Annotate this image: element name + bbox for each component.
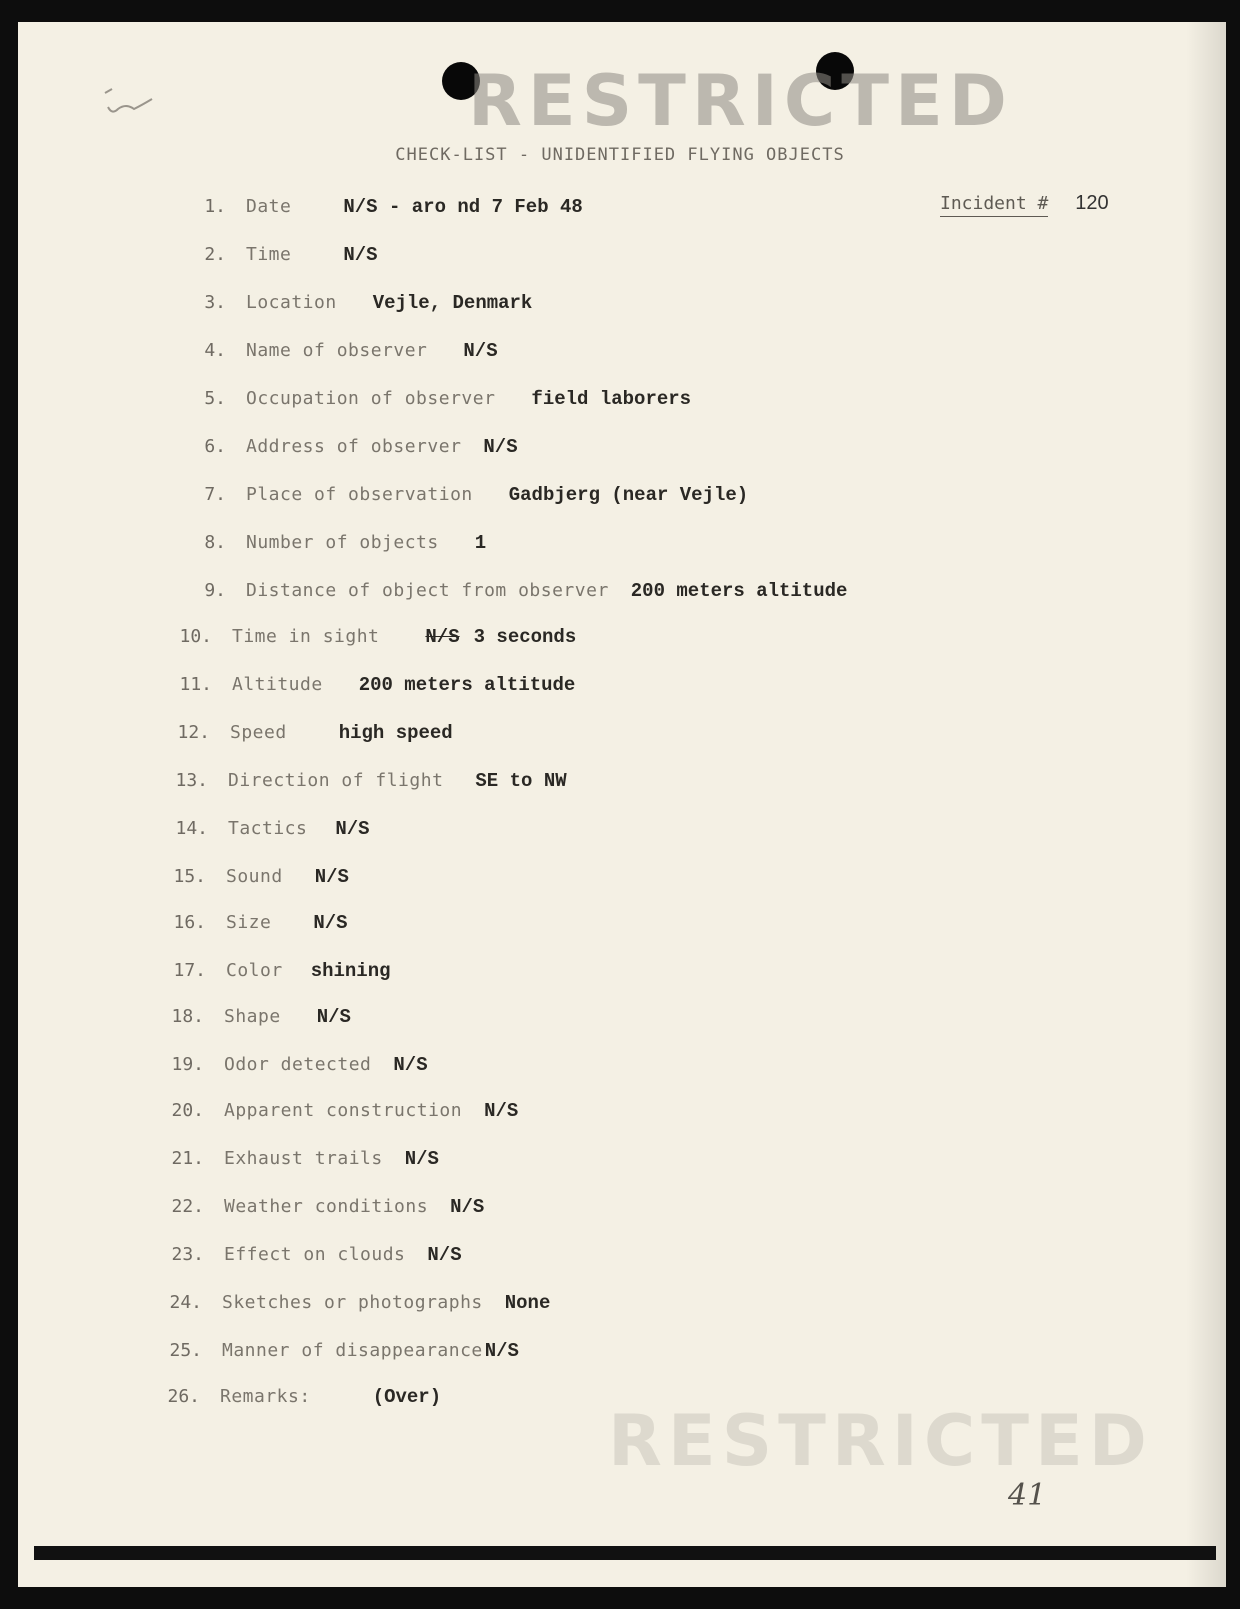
- checklist-item: [178, 484, 748, 506]
- checklist-item: [152, 1386, 441, 1408]
- restricted-stamp-top: RESTRICTED: [468, 60, 1013, 142]
- scan-border: [34, 1546, 1216, 1560]
- item-number: 17.: [173, 960, 206, 981]
- item-number: 19.: [171, 1054, 204, 1075]
- item-number: 8.: [204, 532, 226, 553]
- checklist-item: [178, 196, 583, 218]
- checklist-item: [164, 626, 576, 648]
- item-value: field laborers: [531, 388, 692, 410]
- page-edge-shadow: [1186, 22, 1226, 1587]
- item-label: Speed: [230, 722, 287, 743]
- item-number: 3.: [204, 292, 226, 313]
- item-value: N/S: [404, 1148, 439, 1170]
- checklist-item: [156, 1148, 439, 1170]
- item-number: 23.: [171, 1244, 204, 1265]
- checklist-item: [162, 722, 453, 744]
- item-number: 9.: [204, 580, 226, 601]
- incident-value: 120: [1075, 192, 1109, 214]
- item-value: shining: [310, 960, 391, 982]
- item-value: N/S: [343, 244, 378, 266]
- checklist-item: [178, 292, 532, 314]
- item-label: Remarks:: [220, 1386, 311, 1407]
- item-value: None: [504, 1292, 551, 1314]
- item-value: N/S: [316, 1006, 351, 1028]
- item-label: Size: [226, 912, 272, 933]
- checklist-item: [160, 770, 567, 792]
- checklist-item: [178, 580, 847, 602]
- item-label: Sketches or photographs: [222, 1292, 483, 1313]
- item-value: 200 meters altitude: [358, 674, 576, 696]
- checklist-item: [178, 532, 486, 554]
- checklist-item: [178, 388, 691, 410]
- item-value: Gadbjerg (near Vejle): [508, 484, 749, 506]
- item-number: 26.: [167, 1386, 200, 1407]
- item-value: N/S: [335, 818, 370, 840]
- item-label: Occupation of observer: [246, 388, 496, 409]
- item-number: 6.: [204, 436, 226, 457]
- incident-number: [940, 192, 1109, 215]
- checklist-item: [156, 1054, 428, 1076]
- item-value: N/S: [483, 436, 518, 458]
- item-number: 10.: [179, 626, 212, 647]
- item-number: 2.: [204, 244, 226, 265]
- item-number: 24.: [169, 1292, 202, 1313]
- item-label: Exhaust trails: [224, 1148, 383, 1169]
- item-value: N/S: [427, 1244, 462, 1266]
- item-label: Manner of disappearance: [222, 1340, 483, 1361]
- item-label: Direction of flight: [228, 770, 444, 791]
- item-number: 15.: [173, 866, 206, 887]
- checklist-item: [156, 1196, 484, 1218]
- item-label: Altitude: [232, 674, 323, 695]
- item-label: Date: [246, 196, 292, 217]
- checklist-item: [156, 1244, 462, 1266]
- item-value: 1: [474, 532, 487, 554]
- item-value: N/S: [393, 1054, 428, 1076]
- checklist-item: [158, 912, 348, 934]
- item-number: 4.: [204, 340, 226, 361]
- item-number: 12.: [177, 722, 210, 743]
- checklist-item: [178, 340, 498, 362]
- item-number: 1.: [204, 196, 226, 217]
- item-number: 13.: [175, 770, 208, 791]
- item-number: 25.: [169, 1340, 202, 1361]
- item-value: N/S: [314, 866, 349, 888]
- checklist-item: [164, 674, 575, 696]
- form-title: CHECK-LIST - UNIDENTIFIED FLYING OBJECTS: [395, 145, 845, 165]
- page-number: 41: [1008, 1478, 1047, 1513]
- checklist-item: [158, 866, 349, 888]
- item-number: 16.: [173, 912, 206, 933]
- item-number: 22.: [171, 1196, 204, 1217]
- item-label: Shape: [224, 1006, 281, 1027]
- item-value: high speed: [338, 722, 453, 744]
- checklist-item: [178, 436, 518, 458]
- item-value: (Over): [372, 1386, 442, 1408]
- item-value: 200 meters altitude: [630, 580, 848, 602]
- item-label: Odor detected: [224, 1054, 372, 1075]
- item-number: 18.: [171, 1006, 204, 1027]
- item-value: N/S: [484, 1100, 519, 1122]
- restricted-stamp-bottom: RESTRICTED: [608, 1400, 1153, 1482]
- item-label: Color: [226, 960, 283, 981]
- item-label: Time in sight: [232, 626, 380, 647]
- item-label: Sound: [226, 866, 283, 887]
- incident-label: Incident #: [940, 193, 1048, 217]
- checklist-item: [160, 818, 370, 840]
- struck-value: N/S: [425, 626, 460, 648]
- checklist-item: [156, 1100, 518, 1122]
- checklist-item: [156, 1006, 351, 1028]
- item-value: 3 seconds: [473, 626, 577, 648]
- item-value: SE to NW: [475, 770, 567, 792]
- item-number: 7.: [204, 484, 226, 505]
- item-value: N/S - aro nd 7 Feb 48: [343, 196, 583, 218]
- item-label: Name of observer: [246, 340, 428, 361]
- item-label: Apparent construction: [224, 1100, 463, 1121]
- item-number: 21.: [171, 1148, 204, 1169]
- item-label: Weather conditions: [224, 1196, 429, 1217]
- item-value: N/S: [463, 340, 498, 362]
- margin-scribble: [100, 85, 160, 125]
- item-label: Location: [246, 292, 337, 313]
- item-number: 14.: [175, 818, 208, 839]
- checklist-item: [158, 960, 391, 982]
- checklist-item: [154, 1292, 550, 1314]
- item-number: 20.: [171, 1100, 204, 1121]
- item-label: Effect on clouds: [224, 1244, 406, 1265]
- checklist-item: [178, 244, 378, 266]
- item-value: N/S: [313, 912, 348, 934]
- item-number: 5.: [204, 388, 226, 409]
- item-label: Distance of object from observer: [246, 580, 609, 601]
- item-label: Tactics: [228, 818, 308, 839]
- item-label: Time: [246, 244, 292, 265]
- item-label: Number of objects: [246, 532, 439, 553]
- item-number: 11.: [179, 674, 212, 695]
- item-label: Place of observation: [246, 484, 473, 505]
- item-label: Address of observer: [246, 436, 462, 457]
- checklist-item: [154, 1340, 519, 1362]
- item-value: N/S: [450, 1196, 485, 1218]
- item-value: N/S: [484, 1340, 519, 1362]
- item-value: Vejle, Denmark: [372, 292, 533, 314]
